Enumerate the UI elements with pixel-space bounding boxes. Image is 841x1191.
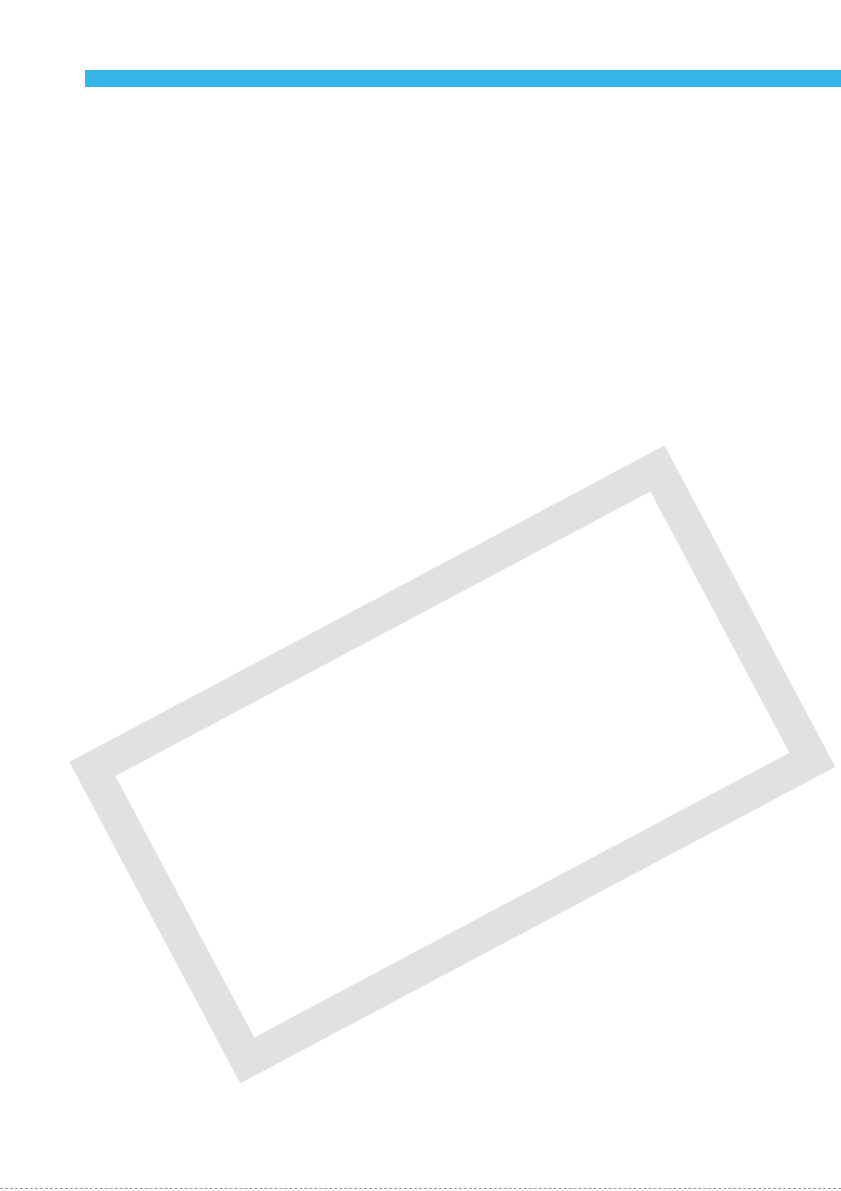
page-bottom-edge bbox=[0, 1188, 841, 1189]
header-bar bbox=[85, 70, 841, 87]
